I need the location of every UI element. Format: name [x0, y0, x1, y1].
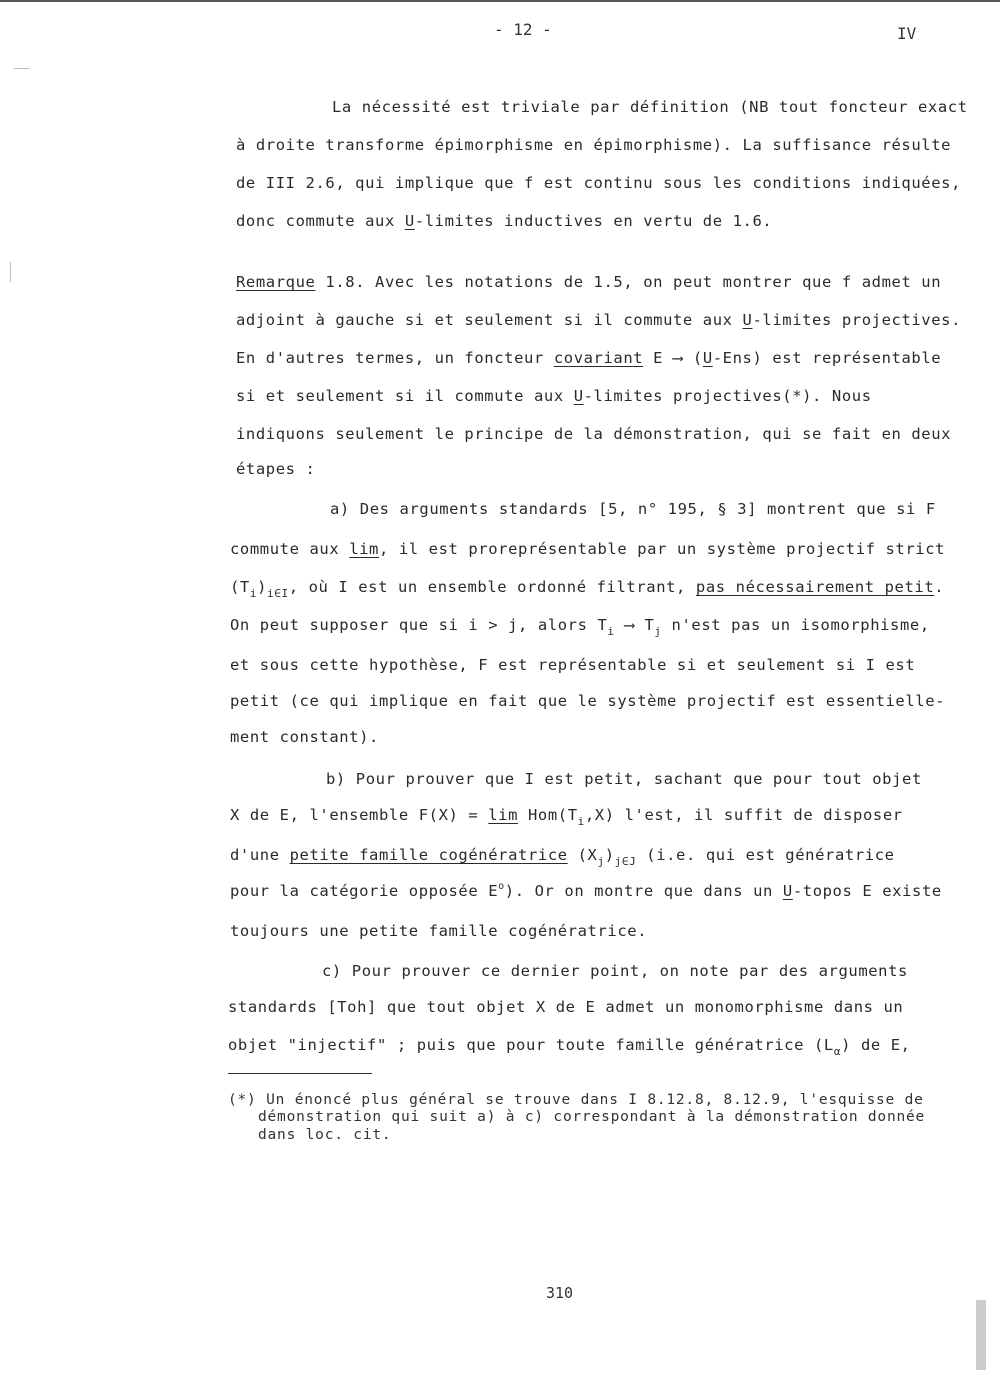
text-line: et sous cette hypothèse, F est représentable si et seulement si I est: [230, 656, 916, 674]
text-line: b) Pour prouver que I est petit, sachant que pour tout objet: [326, 770, 922, 788]
remark-heading: Remarque: [236, 273, 316, 291]
text-line: de III 2.6, qui implique que f est continu sous les conditions indiquées,: [236, 174, 962, 192]
text-line: standards [Toh] que tout objet X de E admet un monomorphisme dans un: [228, 998, 904, 1016]
text-line: si et seulement si il commute aux U-limites projectives(*). Nous: [236, 387, 872, 405]
text-line: adjoint à gauche si et seulement si il commute aux U-limites projectives.: [236, 311, 962, 329]
text-line: objet "injectif" ; puis que pour toute famille génératrice $(L_\alpha)$ de E,: [228, 1036, 911, 1058]
text-line: X de E, l'ensemble $F(X) = \lim Hom(T_i,X)$ l'est, il suffit de disposer: [230, 806, 903, 828]
footnote-marker: (*): [228, 1092, 257, 1108]
text-line: c) Pour prouver ce dernier point, on note par des arguments: [322, 962, 908, 980]
text-line: d'une petite famille cogénératrice $(X_j)_{j\in J}$ (i.e. qui est génératrice: [230, 846, 895, 868]
page-number: 310: [546, 1284, 574, 1302]
text-line: En d'autres termes, un foncteur covariant E ⟶ (U-Ens) est représentable: [236, 349, 942, 367]
chapter-number: IV: [897, 24, 917, 43]
text-line: petit (ce qui implique en fait que le système projectif est essentielle-: [230, 692, 946, 710]
text-line: pour la catégorie opposée $E^o$). Or on montre que dans un U-topos E existe: [230, 881, 942, 900]
text-line: $(T_i)_{i\in I}$, où I est un ensemble ordonné filtrant, pas nécessairement petit.: [230, 578, 945, 600]
text-line: toujours une petite famille cogénératrice.: [230, 922, 648, 940]
scan-artifact: [10, 262, 11, 282]
text-line: On peut supposer que si i > j, alors $T_i$ ⟶ $T_j$ n'est pas un isomorphisme,: [230, 616, 930, 638]
text-line: Remarque 1.8. Avec les notations de 1.5, on peut montrer que f admet un: [236, 273, 942, 291]
page-marker: - 12 -: [494, 20, 552, 39]
scan-artifact: [976, 1300, 986, 1370]
text-line: donc commute aux U-limites inductives en vertu de 1.6.: [236, 212, 773, 230]
text-line: indiquons seulement le principe de la démonstration, qui se fait en deux: [236, 425, 952, 443]
footnote-rule: [228, 1073, 372, 1074]
footnote-line: dans loc. cit.: [258, 1127, 392, 1143]
footnote-line: démonstration qui suit a) à c) correspondant à la démonstration donnée: [258, 1109, 926, 1125]
scan-artifact: [14, 68, 30, 69]
footnote-line: (*) Un énoncé plus général se trouve dans I 8.12.8, 8.12.9, l'esquisse de: [228, 1092, 924, 1108]
text-line: à droite transforme épimorphisme en épimorphisme). La suffisance résulte: [236, 136, 952, 154]
text-line: commute aux lim, il est proreprésentable par un système projectif strict: [230, 540, 946, 558]
top-edge-rule: [0, 0, 1000, 2]
text-line: La nécessité est triviale par définition (NB tout foncteur exact: [332, 98, 968, 116]
text-line: a) Des arguments standards [5, n° 195, § 3] montrent que si F: [330, 500, 936, 518]
text-line: étapes :: [236, 460, 316, 478]
text-line: ment constant).: [230, 728, 379, 746]
